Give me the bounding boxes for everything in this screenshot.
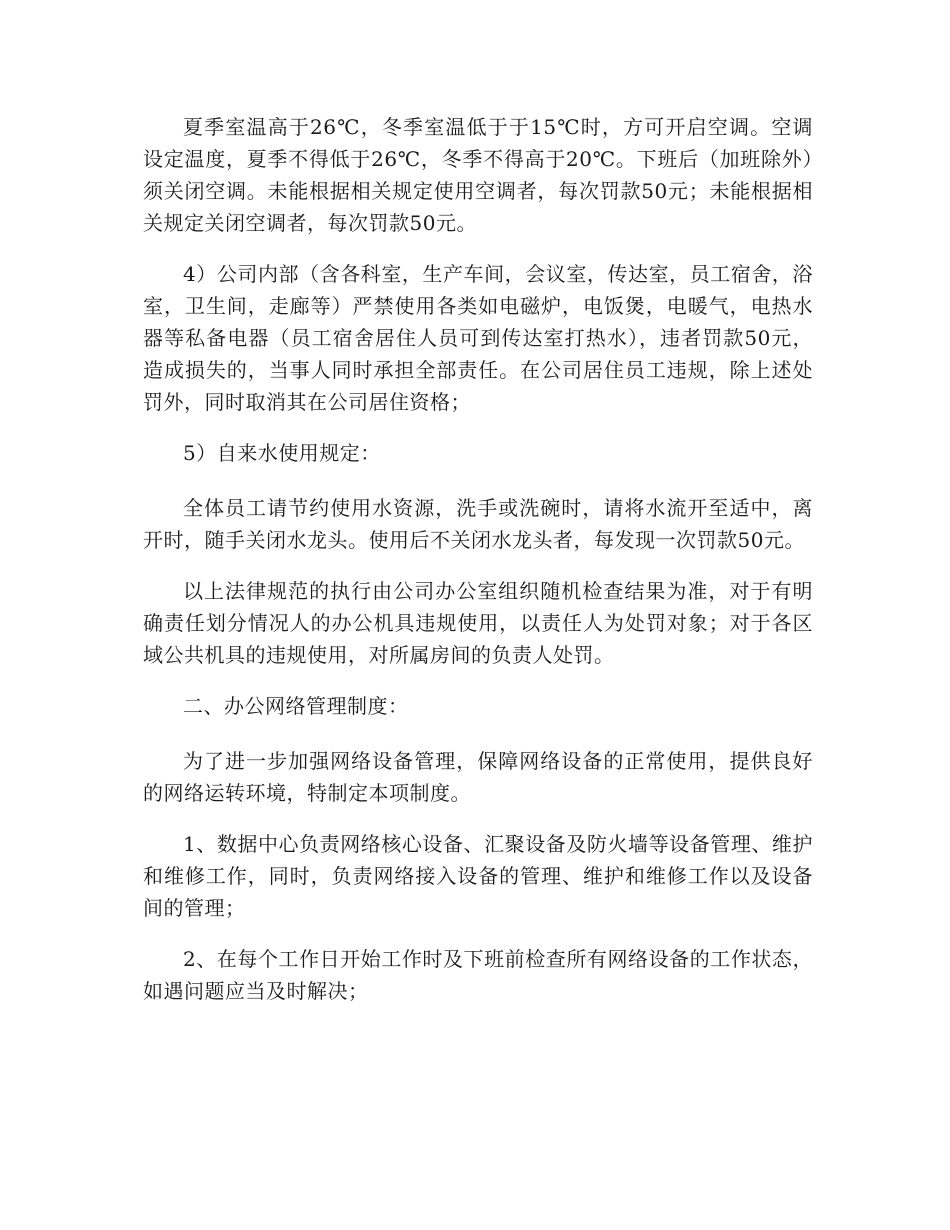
paragraph-air-conditioning: 夏季室温高于26℃，冬季室温低于于15℃时，方可开启空调。空调设定温度，夏季不得低于26℃，冬季不得高于20℃。下班后（加班除外）须关闭空调。未能根据相关规定使用空调者，每次罚款50元；未能根据相关规定关闭空调者，每次罚款50元。 bbox=[143, 115, 813, 235]
paragraph-water-usage: 全体员工请节约使用水资源，洗手或洗碗时，请将水流开至适中，离开时，随手关闭水龙头。使用后不关闭水龙头者，每发现一次罚款50元。 bbox=[143, 496, 813, 552]
section-heading-network: 二、办公网络管理制度： bbox=[183, 694, 409, 718]
document-body bbox=[143, 111, 813, 1026]
paragraph-item-4-electrical-appliances: 4）公司内部（含各科室，生产车间，会议室，传达室，员工宿舍，浴室，卫生间，走廊等）严禁使用各类如电磁炉，电饭煲，电暖气，电热水器等私备电器（员工宿舍居住人员可到传达室打热水），违者罚款50元，造成损失的，当事人同时承担全部责任。在公司居住员工违规，除上述处罚外，同时取消其在公司居住资格； bbox=[143, 262, 813, 414]
paragraph-network-intro: 为了进一步加强网络设备管理，保障网络设备的正常使用，提供良好的网络运转环境，特制定本项制度。 bbox=[143, 749, 813, 805]
paragraph-enforcement: 以上法律规范的执行由公司办公室组织随机检查结果为准，对于有明确责任划分情况人的办公机具违规使用，以责任人为处罚对象；对于各区域公共机具的违规使用，对所属房间的负责人处罚。 bbox=[143, 579, 813, 667]
paragraph-network-item-2: 2、在每个工作日开始工作时及下班前检查所有网络设备的工作状态，如遇问题应当及时解决； bbox=[143, 947, 813, 1003]
paragraph-network-item-1: 1、数据中心负责网络核心设备、汇聚设备及防火墙等设备管理、维护和维修工作，同时，负责网络接入设备的管理、维护和维修工作以及设备间的管理； bbox=[143, 832, 813, 920]
paragraph-item-5-heading: 5）自来水使用规定： bbox=[183, 441, 381, 465]
